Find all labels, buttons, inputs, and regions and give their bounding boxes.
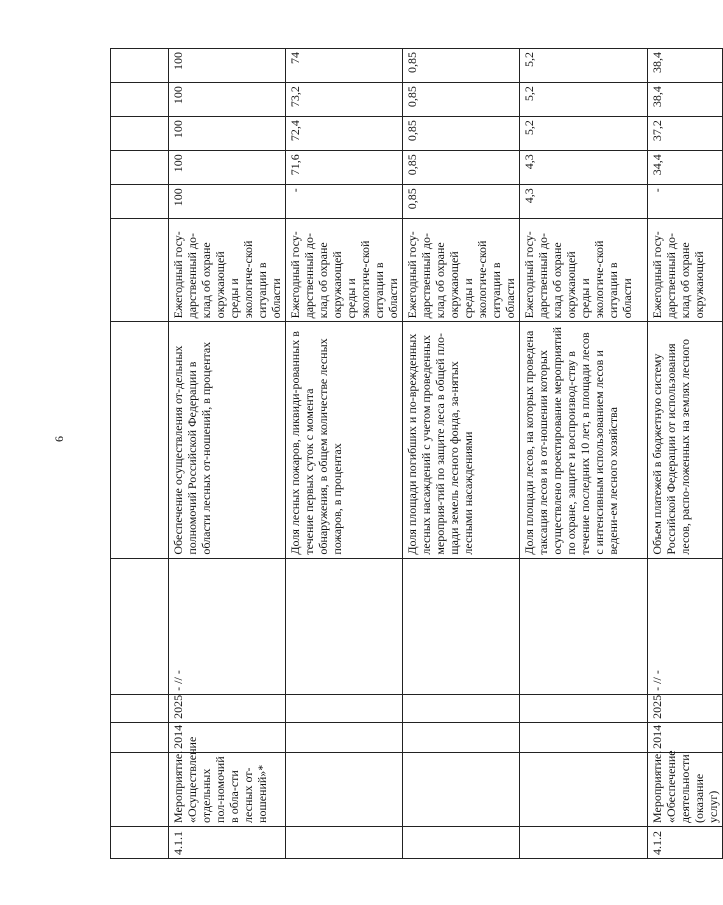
- data-source-cell: [111, 219, 169, 322]
- start-year-cell: 2014: [169, 722, 286, 752]
- data-source-cell: Ежегодный госу-дарственный до-клад об охране окружающей: [648, 219, 723, 322]
- data-source-cell: Ежегодный госу-дарственный до-клад об охране окружающей среды и экологиче-ской ситуации в области: [169, 219, 286, 322]
- table-row: [403, 49, 520, 859]
- year-value-cell: 71,6: [286, 151, 403, 185]
- start-year-cell: 2014: [648, 722, 723, 752]
- row-code-cell: [403, 826, 520, 858]
- program-events-table: [110, 48, 723, 859]
- year-value-cell: 38,4: [648, 83, 723, 117]
- end-year-cell: 2025: [648, 694, 723, 722]
- year-value-cell: 73,2: [286, 83, 403, 117]
- year-value-cell: 34,4: [648, 151, 723, 185]
- data-source-cell: Ежегодный госу-дарственный до-клад об охране окружающей среды и экологиче-ской ситуации в области: [286, 219, 403, 322]
- responsible-cell: - // -: [169, 558, 286, 694]
- responsible-cell: [520, 558, 648, 694]
- year-value-cell: [111, 151, 169, 185]
- end-year-cell: [111, 694, 169, 722]
- indicator-cell: Доля лесных пожаров, ликвиди-рованных в течение первых суток с момента обнаружения, в общем количестве лесных пожаров, в процентах: [286, 322, 403, 558]
- year-value-cell: 5,2: [520, 117, 648, 151]
- year-value-cell: 4,3: [520, 185, 648, 219]
- year-value-cell: 37,2: [648, 117, 723, 151]
- row-code-cell: [111, 826, 169, 858]
- year-value-cell: [111, 185, 169, 219]
- start-year-cell: [111, 722, 169, 752]
- start-year-cell: [520, 722, 648, 752]
- start-year-cell: [403, 722, 520, 752]
- year-value-cell: 0,85: [403, 117, 520, 151]
- year-value-cell: 100: [169, 49, 286, 83]
- page-number: 6: [52, 436, 66, 442]
- indicator-cell: Доля площади погибших и по-врежденных лесных насаждений с учетом проведенных мероприя-тий по защите леса в общей пло-щади земель лесного фонда, за-нятых лесными насаждениями: [403, 322, 520, 558]
- row-code-cell: 4.1.1: [169, 826, 286, 858]
- responsible-cell: [111, 558, 169, 694]
- data-source-cell: Ежегодный госу-дарственный до-клад об охране окружающей среды и экологиче-ской ситуации в области: [403, 219, 520, 322]
- year-value-cell: 72,4: [286, 117, 403, 151]
- year-value-cell: -: [286, 185, 403, 219]
- row-code-cell: 4.1.2: [648, 826, 723, 858]
- event-name-cell: [403, 752, 520, 826]
- year-value-cell: [111, 83, 169, 117]
- year-value-cell: 100: [169, 83, 286, 117]
- year-value-cell: 0,85: [403, 83, 520, 117]
- year-value-cell: 4,3: [520, 151, 648, 185]
- year-value-cell: 100: [169, 151, 286, 185]
- year-value-cell: 0,85: [403, 49, 520, 83]
- indicator-cell: Обеспечение осуществления от-дельных полномочий Российской Федерации в области лесных от-ношений, в процентах: [169, 322, 286, 558]
- table-row: [111, 49, 169, 859]
- row-code-cell: [520, 826, 648, 858]
- year-value-cell: 5,2: [520, 83, 648, 117]
- end-year-cell: [403, 694, 520, 722]
- responsible-cell: [403, 558, 520, 694]
- table-row: [520, 49, 648, 859]
- year-value-cell: 38,4: [648, 49, 723, 83]
- event-name-cell: [520, 752, 648, 826]
- end-year-cell: 2025: [169, 694, 286, 722]
- start-year-cell: [286, 722, 403, 752]
- year-value-cell: 100: [169, 117, 286, 151]
- event-name-cell: Мероприятие. «Обеспечение деятельности (оказание услуг): [648, 752, 723, 826]
- row-code-cell: [286, 826, 403, 858]
- year-value-cell: 5,2: [520, 49, 648, 83]
- data-source-cell: Ежегодный госу-дарственный до-клад об охране окружающей среды и экологиче-ской ситуации в области: [520, 219, 648, 322]
- indicator-cell: [111, 322, 169, 558]
- event-name-cell: [286, 752, 403, 826]
- table-row: [169, 49, 286, 859]
- indicator-cell: Объем платежей в бюджетную систему Российской Федерации от использования лесов, распо-ложенных на землях лесного: [648, 322, 723, 558]
- event-name-cell: Мероприятие. «Осуществление отдельных пол-номочий в обла-сти лесных от-ношений»*: [169, 752, 286, 826]
- year-value-cell: [111, 117, 169, 151]
- year-value-cell: 0,85: [403, 151, 520, 185]
- table-body: [111, 49, 723, 859]
- year-value-cell: -: [648, 185, 723, 219]
- table-row: [648, 49, 723, 859]
- responsible-cell: - // -: [648, 558, 723, 694]
- year-value-cell: 74: [286, 49, 403, 83]
- responsible-cell: [286, 558, 403, 694]
- year-value-cell: 0,85: [403, 185, 520, 219]
- table-row: [286, 49, 403, 859]
- event-name-cell: [111, 752, 169, 826]
- indicator-cell: Доля площади лесов, на которых проведена таксация лесов и в от-ношении которых осуществлено проектирование мероприятий по охране, защите и воспроизвод-ству в течение последних 10 лет, в площади лесов с интенсивным использованием лесов и ведени-ем лесного хозяйства: [520, 322, 648, 558]
- rotated-table-page: [110, 48, 720, 859]
- year-value-cell: [111, 49, 169, 83]
- year-value-cell: 100: [169, 185, 286, 219]
- end-year-cell: [286, 694, 403, 722]
- end-year-cell: [520, 694, 648, 722]
